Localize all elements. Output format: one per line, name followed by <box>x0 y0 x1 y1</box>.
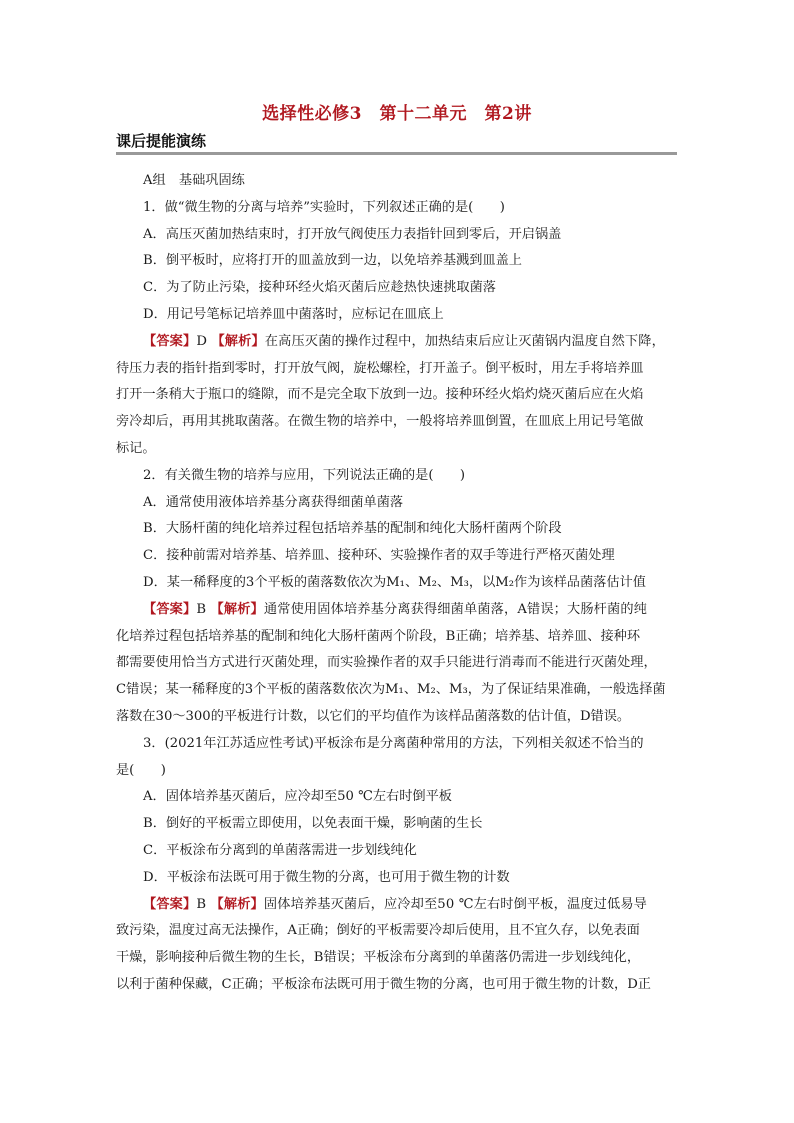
q3-answer-letter: B <box>196 896 207 912</box>
page-title: 选择性必修3 第十二单元 第2讲 <box>262 104 532 124</box>
header-divider <box>116 152 677 155</box>
q2-analysis-line-5: 落数在30～300的平板进行计数，以它们的平均值作为该样品菌落数的估计值，D错误。 <box>116 708 631 724</box>
document-content <box>116 168 677 999</box>
q2-option-c: C．接种前需对培养基、培养皿、接种环、实验操作者的双手等进行严格灭菌处理 <box>143 548 615 564</box>
q2-analysis-line-4: C错误；某一稀释度的3个平板的菌落数依次为M₁、M₂、M₃，为了保证结果准确，一般选择菌 <box>116 682 666 698</box>
q3-answer-line <box>116 892 677 919</box>
q1-option-c: C．为了防止污染，接种环经火焰灭菌后应趁热快速挑取菌落 <box>143 280 496 296</box>
q1-option-d: D．用记号笔标记培养皿中菌落时，应标记在皿底上 <box>143 306 444 322</box>
q1-analysis-line-4: 旁冷却后，再用其挑取菌落。在微生物的培养中，一般将培养皿倒置，在皿底上用记号笔做 <box>116 414 644 430</box>
q3-analysis-line-2: 致污染，温度过高无法操作，A正确；倒好的平板需要冷却后使用，且不宜久存，以免表面 <box>116 923 640 939</box>
question-1-stem: 1．做“微生物的分离与培养”实验时，下列叙述正确的是( ) <box>143 199 505 215</box>
q1-analysis-line-2: 待压力表的指针指到零时，打开放气阀，旋松螺栓，打开盖子。倒平板时，用左手将培养皿 <box>116 360 644 376</box>
q1-analysis-line-1: 在高压灭菌的操作过程中，加热结束后应让灭菌锅内温度自然下降， <box>264 333 665 349</box>
q2-analysis-line-3: 都需要使用恰当方式进行灭菌处理，而实验操作者的双手只能进行消毒而不能进行灭菌处理， <box>116 655 657 671</box>
q3-option-a: A．固体培养基灭菌后，应冷却至50 ℃左右时倒平板 <box>143 789 452 805</box>
answer-tag: 【答案】 <box>143 333 197 349</box>
question-3-stem-line-1: 3．(2021年江苏适应性考试)平板涂布是分离菌种常用的方法，下列相关叙述不恰当的 <box>143 735 644 751</box>
question-2-stem: 2．有关微生物的培养与应用，下列说法正确的是( ) <box>143 467 465 483</box>
q3-option-b: B．倒好的平板需立即使用，以免表面干燥，影响菌的生长 <box>143 816 483 832</box>
q3-option-c: C．平板涂布分离到的单菌落需进一步划线纯化 <box>143 842 417 858</box>
analysis-tag: 【解析】 <box>210 601 264 617</box>
q1-option-b: B．倒平板时，应将打开的皿盖放到一边，以免培养基溅到皿盖上 <box>143 253 522 269</box>
q2-analysis-line-2: 化培养过程包括培养基的配制和纯化大肠杆菌两个阶段，B正确；培养基、培养皿、接种环 <box>116 628 640 644</box>
q1-answer-letter: D <box>196 333 208 349</box>
q2-answer-line <box>116 597 677 624</box>
group-heading: A组 基础巩固练 <box>143 173 245 188</box>
analysis-tag: 【解析】 <box>210 896 264 912</box>
question-3-stem-line-2: 是( ) <box>116 762 166 778</box>
q1-analysis-line-3: 打开一条稍大于瓶口的缝隙，而不是完全取下放到一边。接种环经火焰灼烧灭菌后应在火焰 <box>116 387 644 403</box>
analysis-tag: 【解析】 <box>211 333 265 349</box>
answer-tag: 【答案】 <box>143 601 197 617</box>
q2-option-b: B．大肠杆菌的纯化培养过程包括培养基的配制和纯化大肠杆菌两个阶段 <box>143 521 562 537</box>
q2-option-a: A．通常使用液体培养基分离获得细菌单菌落 <box>143 494 404 510</box>
q2-option-d: D．某一稀释度的3个平板的菌落数依次为M₁、M₂、M₃，以M₂作为该样品菌落估计值 <box>143 574 646 590</box>
q1-option-a: A．高压灭菌加热结束时，打开放气阀使压力表指针回到零后，开启锅盖 <box>143 226 562 242</box>
q3-analysis-line-1: 固体培养基灭菌后，应冷却至50 ℃左右时倒平板，温度过低易导 <box>263 896 648 912</box>
q2-answer-letter: B <box>196 601 207 617</box>
q3-option-d: D．平板涂布法既可用于微生物的分离，也可用于微生物的计数 <box>143 869 510 885</box>
q2-analysis-line-1: 通常使用固体培养基分离获得细菌单菌落，A错误；大肠杆菌的纯 <box>263 601 648 617</box>
answer-tag: 【答案】 <box>143 896 197 912</box>
q1-analysis-line-5: 标记。 <box>116 440 156 456</box>
q3-analysis-line-4: 以利于菌种保藏，C正确；平板涂布法既可用于微生物的分离，也可用于微生物的计数，D正 <box>116 976 651 992</box>
q3-analysis-line-3: 干燥，影响接种后微生物的生长，B错误；平板涂布分离到的单菌落仍需进一步划线纯化， <box>116 950 640 966</box>
q1-answer-line <box>116 329 677 356</box>
section-heading: 课后提能演练 <box>116 132 207 150</box>
